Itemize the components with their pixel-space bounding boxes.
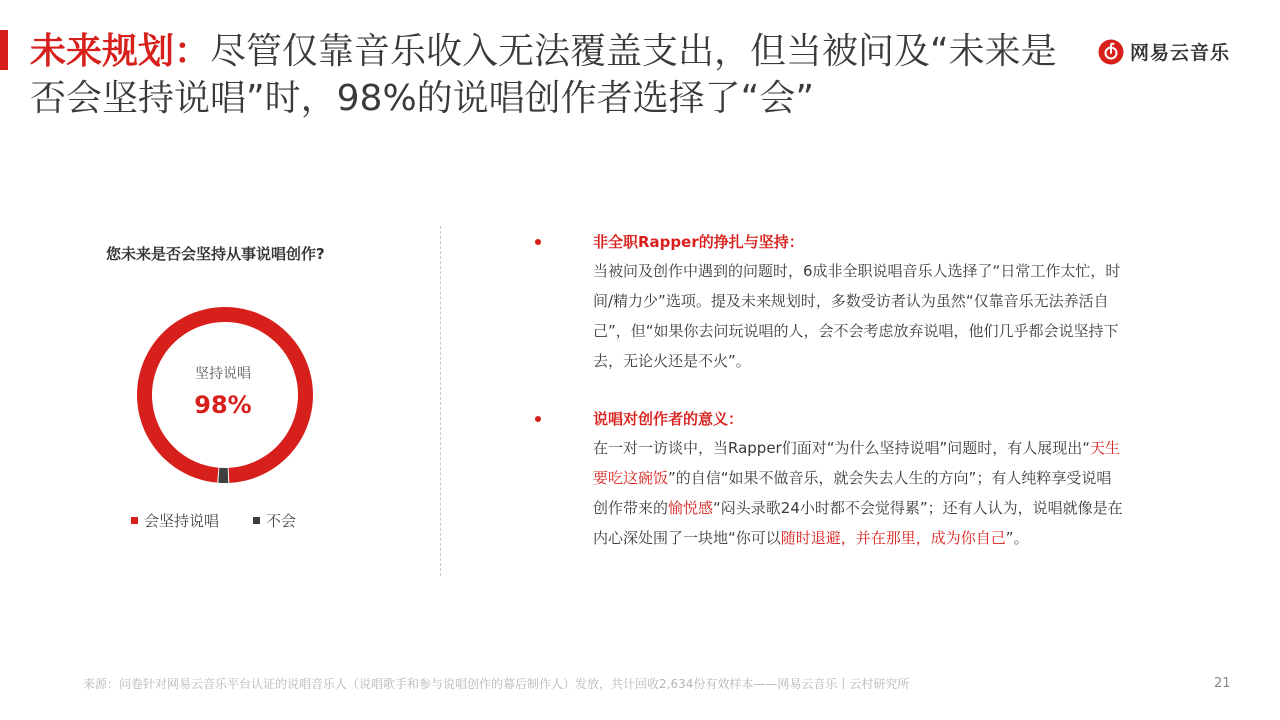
donut-slice-no bbox=[218, 468, 228, 483]
center-label: 坚持说唱 bbox=[195, 366, 251, 382]
title-text: 尽管仅靠音乐收入无法覆盖支出，但当被问及“未来是否会坚持说唱”时，98%的说唱创作者选择了“会” bbox=[30, 31, 1057, 119]
bullet-dot-icon bbox=[535, 416, 541, 422]
legend-swatch-yes bbox=[131, 517, 138, 524]
text-segment: “闷头录歌24小时都不会觉得累”；还有人认为，说唱就像是在内心深处围了一块地“你可以 bbox=[593, 499, 1123, 547]
chart-legend bbox=[131, 510, 296, 531]
legend-label-yes: 会坚持说唱 bbox=[144, 512, 220, 530]
text-segment: 在一对一访谈中，当Rapper们面对“为什么坚持说唱”问题时，有人展现出“ bbox=[593, 439, 1091, 457]
highlight-phrase: 天生要吃这碗饭 bbox=[593, 439, 1121, 487]
bullet-dot-icon bbox=[535, 239, 541, 245]
highlight-phrase: 愉悦感 bbox=[668, 499, 714, 517]
donut-chart bbox=[135, 305, 315, 485]
legend-swatch-no bbox=[253, 517, 260, 524]
vertical-divider bbox=[440, 226, 441, 576]
bullet-heading: 非全职Rapper的挣扎与坚持： bbox=[593, 233, 804, 251]
bullet-heading: 说唱对创作者的意义： bbox=[593, 410, 744, 428]
legend-item-yes bbox=[131, 510, 219, 531]
legend-item-no bbox=[253, 510, 296, 531]
title-accent-bar bbox=[0, 30, 8, 70]
legend-label-no: 不会 bbox=[266, 512, 297, 530]
page-number: 21 bbox=[1214, 676, 1231, 691]
bullet-text: 当被问及创作中遇到的问题时，6成非全职说唱音乐人选择了“日常工作太忙，时间/精力少”选项。提及未来规划时，多数受访者认为虽然“仅靠音乐无法养活自己”，但“如果你去问玩说唱的人，会不会考虑放弃说唱，他们几乎都会说坚持下去，无论火还是不火”。 bbox=[593, 262, 1121, 370]
center-value: 98% bbox=[194, 391, 252, 419]
brand-logo bbox=[1098, 38, 1230, 65]
source-footnote: 来源：问卷针对网易云音乐平台认证的说唱音乐人（说唱歌手和参与说唱创作的幕后制作人）发放，共计回收2,634份有效样本——网易云音乐丨云村研究所 bbox=[83, 677, 910, 691]
netease-music-logo-icon bbox=[1098, 39, 1124, 65]
text-segment: ”。 bbox=[1005, 529, 1029, 547]
text-segment: ”的自信“如果不做音乐，就会失去人生的方向”；有人纯粹享受说唱创作带来的 bbox=[593, 469, 1112, 517]
chart-title: 您未来是否会坚持从事说唱创作? bbox=[106, 245, 325, 263]
brand-name: 网易云音乐 bbox=[1130, 42, 1231, 64]
page-title bbox=[30, 28, 1090, 122]
title-highlight: 未来规划： bbox=[30, 31, 211, 72]
bullet-text bbox=[593, 433, 1125, 553]
highlight-phrase: 随时退避，并在那里，成为你自己 bbox=[780, 529, 1006, 547]
